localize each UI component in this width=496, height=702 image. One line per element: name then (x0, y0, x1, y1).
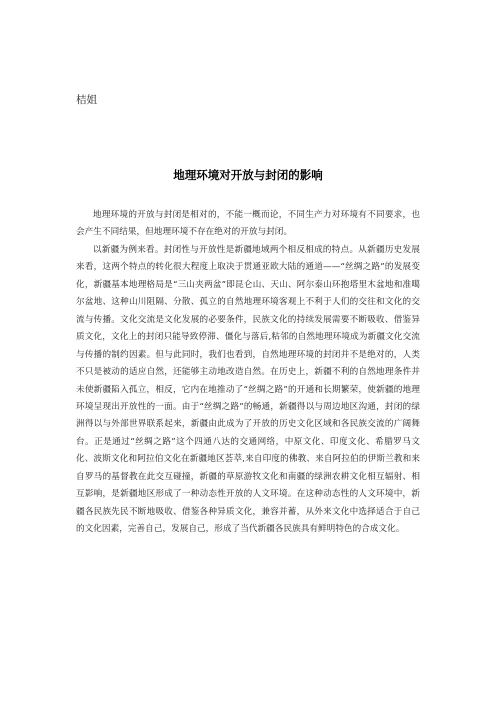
author-label: 桔姐 (76, 94, 97, 106)
article-body (76, 207, 420, 539)
paragraph-intro: 地理环境的开放与封闭是相对的，不能一概而论，不同生产力对环境有不同要求，也会产生不同结果，但地理环境不存在绝对的开放与封闭。 (76, 210, 420, 238)
paragraph-xinjiang: 以新疆为例来看。封闭性与开放性是新疆地域两个相反相成的特点。从新疆历史发展来看，这两个特点的转化很大程度上取决于贯通亚欧大陆的通道——“丝绸之路”的发展变化，新疆基本地理格局是“三山夹两盆”即昆仑山、天山、阿尔泰山环抱塔里木盆地和准噶尔盆地、这种山川阻隔、分散、孤立的自然地理环境客观上不利于人们的交往和文化的交流与传播。文化交流是文化发展的必要条件，民族文化的持续发展需要不断吸收、借鉴异质文化，文化上的封闭只能导致停滞、僵化与落后,粘邻的自然地理环境成为新疆文化交流与传播的制约因素。但与此同时，我们也看到，自然地理环境的封闭并不是绝对的，人类不只是被动的适应自然，还能够主动地改造自然。在历史上，新疆不利的自然地理条件并未使新疆陷入孤立，相反，它内在地推动了“丝绸之路”的开通和长期繁荣，使新疆的地理环境呈现出开放性的一面。由于“丝绸之路”的畅通，新疆得以与周边地区沟通，封闭的绿洲得以与外部世界联系起来，新疆由此成为了开放的历史文化区域和各民族交流的广阔舞台。正是通过“丝绸之路”这个四通八达的交通网络，中原文化、印度文化、希腊罗马文化、波斯文化和阿拉伯文化在新疆地区荟萃,来自印度的佛教、来自阿拉伯的伊斯兰教和来自罗马的基督教在此交互碰撞，新疆的草原游牧文化和南疆的绿洲农耕文化相互辐射、相互影响，是新疆地区形成了一种动态性开放的人文环境。在这种动态性的人文环境中，新疆各民族先民不断地吸收、借鉴各种异质文化，兼容并蓄，从外来文化中选择适合于自己的文化因素，完善自己，发展自己，形成了当代新疆各民族具有鲜明特色的合成文化。 (76, 244, 420, 535)
page-title: 地理环境对开放与封闭的影响 (173, 168, 323, 182)
